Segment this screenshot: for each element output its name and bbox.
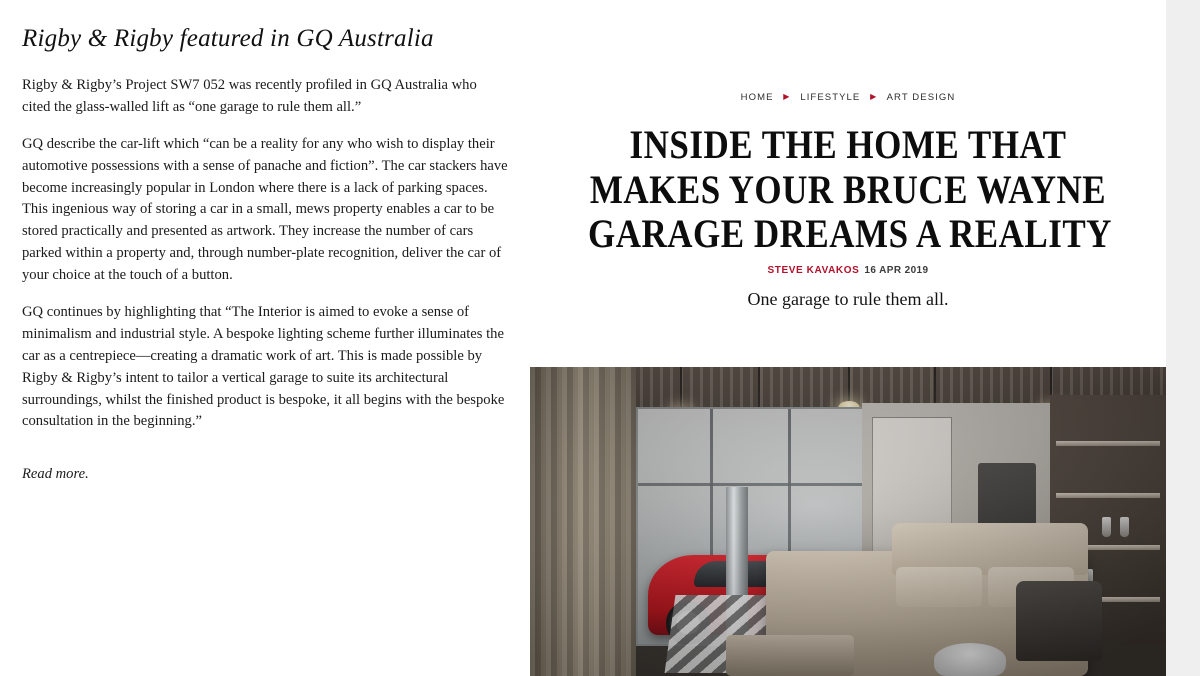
pendant-light — [848, 367, 850, 403]
armchair — [1016, 581, 1102, 661]
gq-screenshot-pane — [530, 0, 1200, 676]
hero-image-canvas — [530, 367, 1166, 676]
page-title: Rigby & Rigby featured in GQ Australia — [22, 25, 434, 52]
shelf — [1056, 441, 1160, 446]
pendant-light — [680, 367, 682, 409]
hero-image — [530, 367, 1166, 676]
read-more-link[interactable]: Read more. — [22, 466, 89, 483]
byline — [566, 265, 1130, 276]
ottoman — [726, 635, 854, 676]
breadcrumb-item-art-design[interactable]: ART DESIGN — [886, 92, 956, 103]
sofa-cushion — [896, 567, 982, 607]
breadcrumb-item-lifestyle[interactable]: LIFESTYLE — [800, 92, 861, 103]
article-paragraph: GQ continues by highlighting that “The Interior is aimed to evoke a sense of minimalism and industrial style. A bespoke lighting scheme further illuminates the car as a centrepiece—creating a dramatic work of art. This is made possible by Rigby & Rigby’s intent to tailor a vertical garage to suite its architectural surroundings, whilst the finished product is bespoke, it all begins with the bespoke consultation in the beginning.” — [22, 304, 505, 430]
byline-author[interactable]: STEVE KAVAKOS — [767, 264, 860, 276]
gq-headline-line: INSIDE THE HOME THAT — [629, 121, 1067, 168]
side-table — [934, 643, 1006, 676]
article-body — [22, 75, 508, 433]
glassware — [1102, 517, 1111, 537]
glass-rail — [638, 483, 864, 486]
byline-date: 16 APR 2019 — [864, 264, 929, 276]
breadcrumb-separator-icon: ▶ — [783, 92, 791, 101]
curtain — [530, 367, 636, 676]
gq-headline — [588, 121, 1112, 257]
breadcrumb — [566, 92, 1130, 103]
article-column — [0, 0, 530, 676]
breadcrumb-item-home[interactable]: HOME — [740, 92, 774, 103]
standfirst: One garage to rule them all. — [747, 288, 949, 309]
article-paragraph: Rigby & Rigby’s Project SW7 052 was recently profiled in GQ Australia who cited the glass-walled lift as “one garage to rule them all.” — [22, 77, 477, 115]
gq-article-sheet — [530, 0, 1166, 676]
shelf — [1056, 493, 1160, 498]
gq-headline-line: GARAGE DREAMS A REALITY — [588, 211, 1112, 257]
gq-headline-line: MAKES YOUR BRUCE WAYNE — [589, 166, 1107, 212]
gq-header-block — [530, 0, 1166, 310]
glassware — [1120, 517, 1129, 537]
breadcrumb-separator-icon: ▶ — [870, 92, 878, 101]
article-paragraph: GQ describe the car-lift which “can be a reality for any who wish to display their automotive possessions with a sense of panache and fiction”. The car stackers have become increasingly popular in London where there is a lack of parking spaces. This ingenious way of storing a car in a small, mews property enables a car to be stored practically and presented as artwork. They increase the number of cars parked within a property and, through number-plate recognition, deliver the car of your choice at the touch of a button. — [22, 135, 508, 284]
